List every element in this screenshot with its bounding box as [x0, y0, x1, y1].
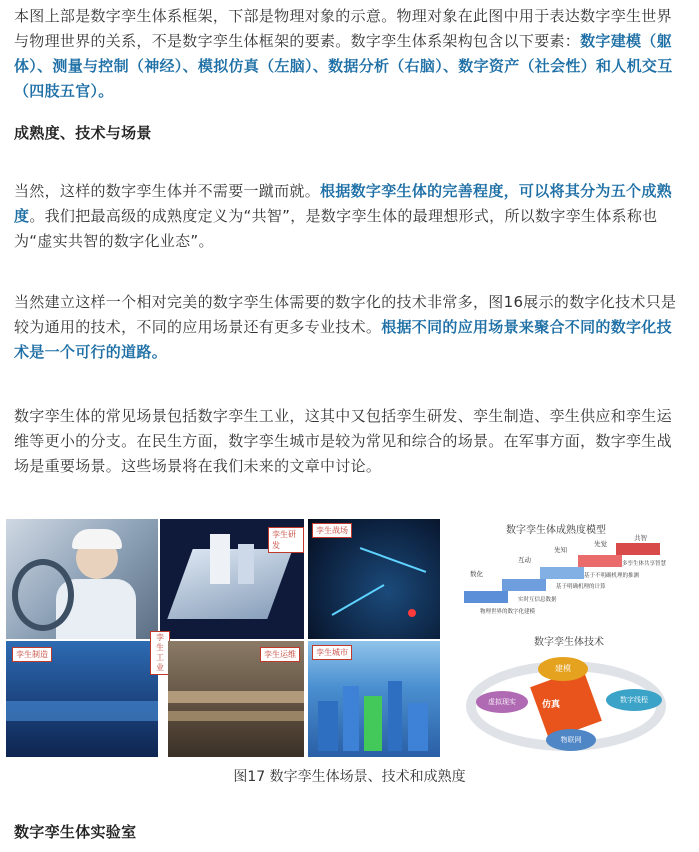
- photo-pipeline-workshop: [168, 641, 304, 757]
- tech-node-vr: 虚拟现实: [476, 691, 528, 713]
- maturity-note-2: 实时互信息数据: [518, 597, 557, 603]
- tech-node-iot: 物联网: [546, 729, 596, 751]
- maturity-note-1: 物理世界的数字化建模: [480, 609, 536, 615]
- photo-production-line: [6, 641, 158, 757]
- label-ops: 孪生运维: [260, 647, 300, 662]
- figure-caption: 图17 数字孪生体场景、技术和成熟度: [233, 769, 466, 785]
- maturity-level-3: 先知: [554, 546, 567, 554]
- tech-node-digital-thread: 数字线程: [606, 689, 662, 711]
- tech-node-simulation: 仿真: [542, 700, 561, 710]
- tech-node-modeling: 建模: [538, 657, 588, 681]
- maturity-level-5: 共智: [634, 534, 647, 542]
- highlighted-text: 根据不同的应用场景来聚合不同的数字化技术是一个可行的道路。: [14, 318, 672, 361]
- paragraph-scenarios: 数字孪生体的常见场景包括数字孪生工业，这其中又包括孪生研发、孪生制造、孪生供应和孪生运维等更小的分支。在民生方面，数字孪生城市是较为常见和综合的场景。在军事方面，数字孪生战场是重要场景。这些场景将在我们未来的文章中讨论。: [14, 407, 672, 475]
- section-heading-lab: 数字孪生体实验室: [14, 823, 137, 841]
- maturity-level-2: 互动: [518, 556, 531, 564]
- paragraph-text: 当然建立这样一个相对完美的数字孪生体需要的数字化的技术非常多，图16展示的数字化技术只是较为通用的技术，不同的应用场景还有更多专业技术。: [14, 293, 677, 336]
- tech-title: 数字孪生体技术: [534, 637, 604, 648]
- paragraph-architecture: [14, 4, 686, 104]
- label-manufacturing: 孪生制造: [12, 647, 52, 662]
- diagram-technology: [446, 631, 687, 757]
- maturity-title: 数字孪生体成熟度模型: [506, 525, 606, 536]
- photo-engineer: [6, 519, 158, 639]
- maturity-level-1: 数化: [470, 570, 483, 578]
- label-industry: 孪生工业: [150, 631, 170, 675]
- maturity-note-3: 基于明确机理的计算: [556, 584, 606, 590]
- paragraph-text: 当然，这样的数字孪生体并不需要一蹴而就。: [14, 182, 321, 200]
- maturity-note-5: 多孪生体共享智慧: [622, 561, 667, 567]
- label-city: 孪生城市: [312, 645, 352, 660]
- image-battlefield: [308, 519, 440, 639]
- paragraph-technology: [14, 290, 686, 365]
- highlighted-text: 根据数字孪生体的完善程度，可以将其分为五个成熟度: [14, 182, 672, 225]
- maturity-note-4: 基于不明确机理的推测: [584, 573, 640, 579]
- image-digital-factory-model: [160, 519, 304, 639]
- paragraph-maturity: [14, 179, 686, 254]
- section-heading-maturity: 成熟度、技术与场景: [14, 124, 152, 142]
- paragraph-text: 。我们把最高级的成熟度定义为“共智”，是数字孪生体的最理想形式，所以数字孪生体系称也为“虚实共智的数字化业态”。: [14, 207, 658, 250]
- paragraph-text: 本图上部是数字孪生体系框架，下部是物理对象的示意。物理对象在此图中用于表达数字孪生世界与物理世界的关系，不是数字孪生体框架的要素。数字孪生体系架构包含以下要素：: [14, 7, 672, 50]
- maturity-level-4: 先觉: [594, 540, 607, 548]
- label-research: 孪生研发: [268, 527, 304, 553]
- label-battlefield: 孪生战场: [312, 523, 352, 538]
- image-digital-city: [308, 641, 440, 757]
- diagram-maturity-model: [446, 519, 687, 629]
- figure-scenarios-tech-maturity: [6, 519, 687, 757]
- highlighted-text: 数字建模（躯体）、测量与控制（神经）、模拟仿真（左脑）、数据分析（右脑）、数字资产（社会性）和人机交互（四肢五官）。: [14, 32, 673, 100]
